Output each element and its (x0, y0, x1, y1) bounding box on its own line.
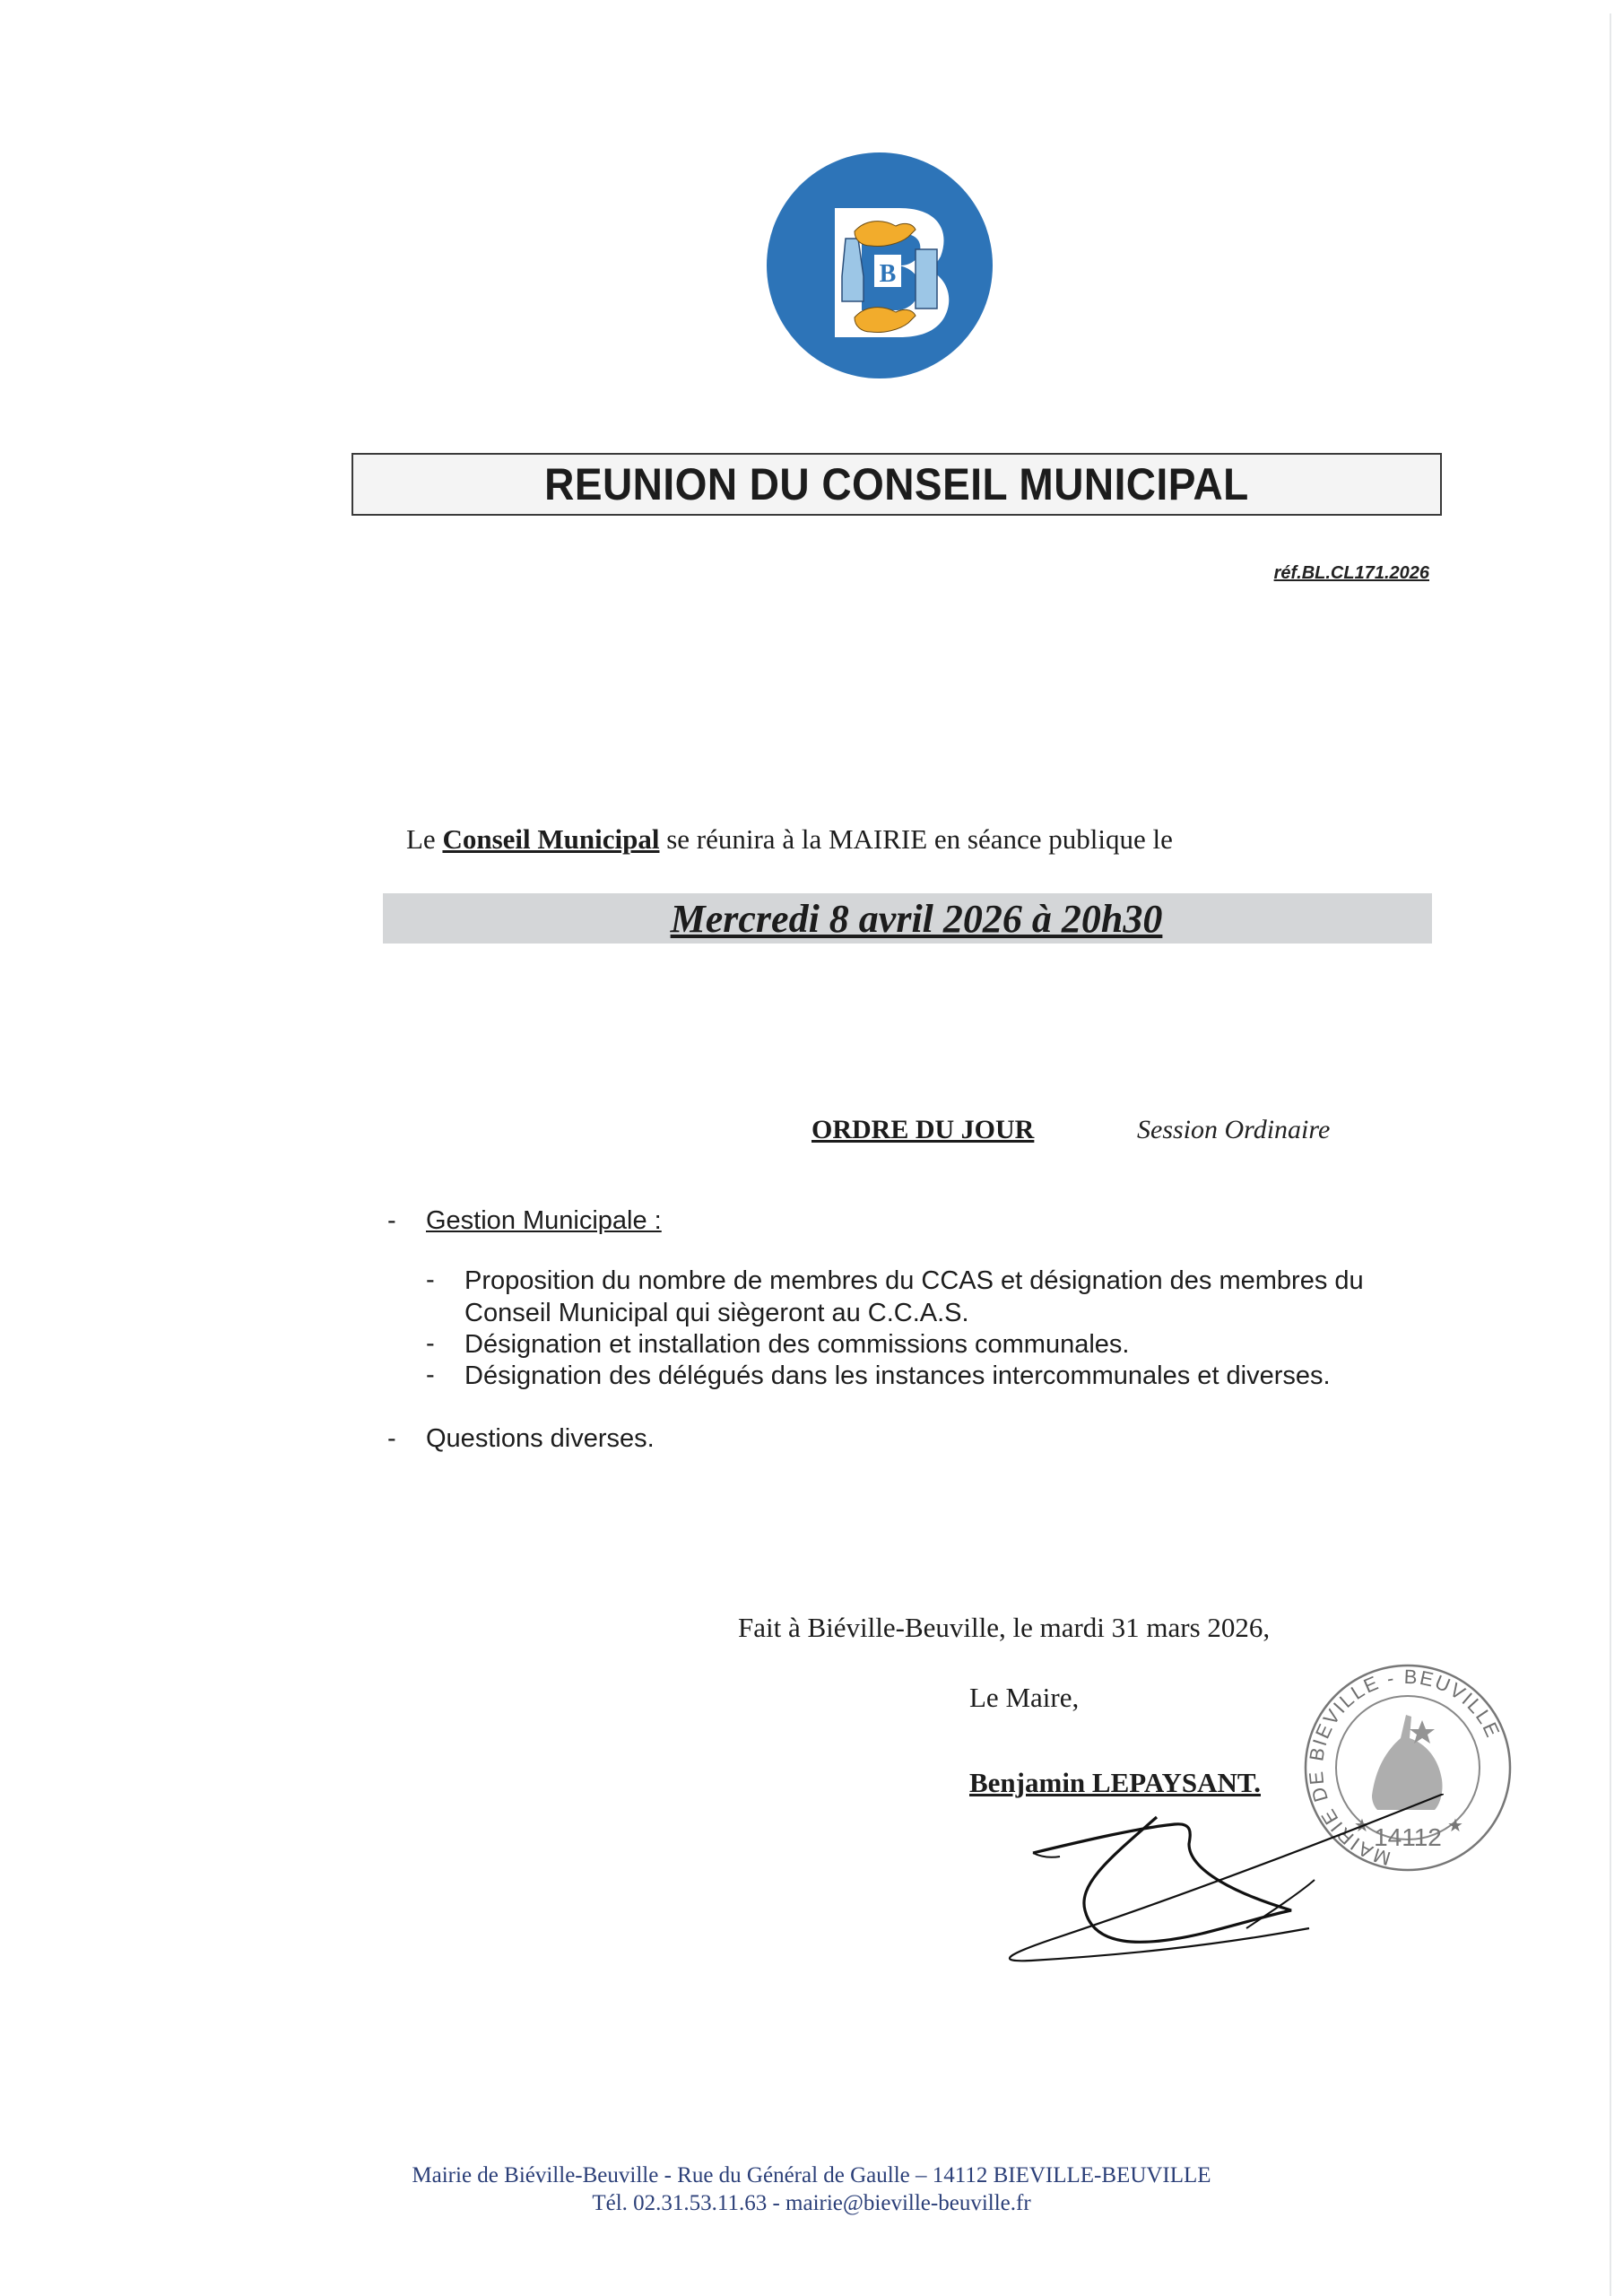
agenda-item: Désignation et installation des commissions communales. (464, 1330, 1130, 1359)
session-type: Session Ordinaire (1137, 1115, 1331, 1144)
logo-castle-tower (916, 249, 937, 309)
stamp-ring-text: MAIRIE DE BIEVILLE - BEUVILLE (1304, 1665, 1506, 1870)
agenda-item: Désignation des délégués dans les instances intercommunales et diverses. (464, 1361, 1331, 1390)
stamp-star-icon: ★ (1447, 1816, 1463, 1836)
reference-number: réf.BL.CL171.2026 (1273, 563, 1429, 583)
intro-bold: Conseil Municipal (442, 823, 660, 855)
agenda-section-title: Questions diverses. (426, 1424, 655, 1453)
intro-suffix: se réunira à la MAIRIE en séance publique le (666, 823, 1173, 855)
signature-icon (977, 1794, 1444, 1964)
bieville-beuville-crest-icon (765, 151, 994, 380)
logo-inner-letter: B (879, 260, 897, 288)
bullet-dash: - (387, 1424, 396, 1453)
bullet-dash: - (426, 1361, 435, 1389)
document-title-box (352, 453, 1442, 516)
stamp-star-icon: ★ (1354, 1816, 1370, 1836)
agenda-item: Proposition du nombre de membres du CCAS et désignation des membres du Conseil Municipal qui siègeront au C.C.A.S. (464, 1266, 1364, 1327)
footer-contact: Tél. 02.31.53.11.63 - mairie@bieville-beuville.fr (592, 2191, 1031, 2215)
place-and-date: Fait à Biéville-Beuville, le mardi 31 mars 2026, (738, 1612, 1271, 1643)
document-title: REUNION DU CONSEIL MUNICIPAL (544, 459, 1249, 509)
signatory-role: Le Maire, (969, 1682, 1080, 1713)
meeting-date: Mercredi 8 avril 2026 à 20h30 (670, 896, 1163, 941)
intro-sentence (406, 823, 1173, 856)
meeting-date-band (383, 893, 1432, 944)
bullet-dash: - (426, 1265, 435, 1294)
page-edge-line (1610, 13, 1611, 2296)
agenda-heading: ORDRE DU JOUR (812, 1115, 1035, 1144)
agenda-section-title: Gestion Municipale : (426, 1206, 662, 1235)
bullet-dash: - (387, 1206, 396, 1235)
footer-address: Mairie de Biéville-Beuville - Rue du Général de Gaulle – 14112 BIEVILLE-BEUVILLE (412, 2163, 1211, 2187)
intro-prefix: Le (406, 823, 436, 855)
stamp-postcode: 14112 (1374, 1823, 1442, 1851)
bullet-dash: - (426, 1329, 435, 1358)
signatory-name: Benjamin LEPAYSANT. (969, 1767, 1261, 1798)
